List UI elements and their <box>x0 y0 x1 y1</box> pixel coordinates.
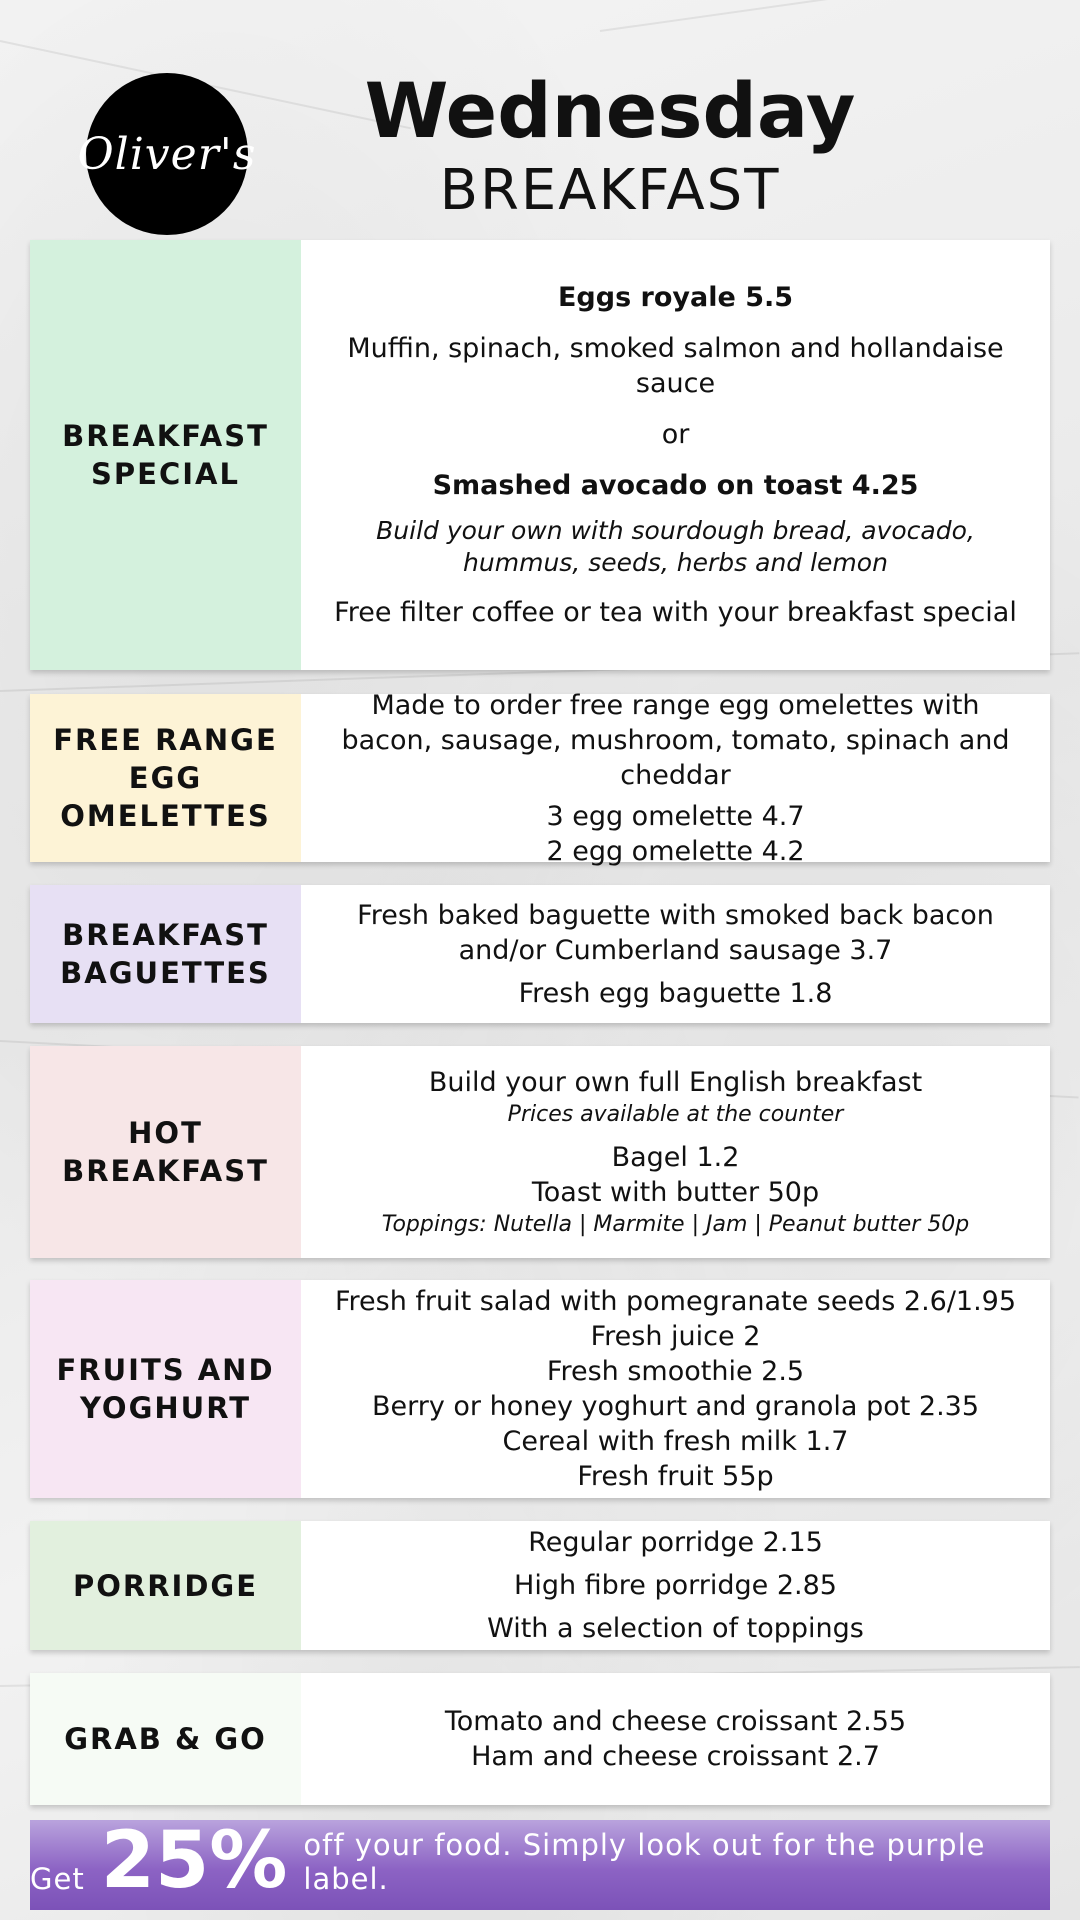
menu-item: Fresh smoothie 2.5 <box>546 1356 805 1387</box>
menu-item: Build your own full English breakfast <box>428 1066 923 1098</box>
menu-item: Ham and cheese croissant 2.7 <box>471 1741 880 1772</box>
menu-or: or <box>661 419 690 450</box>
section-label: FRUITS AND YOGHURT <box>30 1280 301 1498</box>
logo-text: Oliver's <box>77 128 257 180</box>
menu-item: High fibre porridge 2.85 <box>514 1570 837 1601</box>
marble-vein <box>600 0 1076 32</box>
menu-item: Fresh egg baguette 1.8 <box>518 977 833 1009</box>
menu-item: 2 egg omelette 4.2 <box>546 835 805 867</box>
section-fruits-yoghurt <box>30 1280 1050 1498</box>
olivers-logo <box>77 73 257 235</box>
menu-item-desc: Muffin, spinach, smoked salmon and hollandaise sauce <box>347 333 1004 399</box>
menu-item: Fresh fruit 55p <box>577 1461 774 1492</box>
banner-text: off your food. Simply look out for the purple label. <box>303 1828 986 1896</box>
section-label: BREAKFAST SPECIAL <box>30 240 301 670</box>
section-hot-breakfast <box>30 1046 1050 1258</box>
menu-note: Free filter coffee or tea with your breakfast special <box>334 597 1017 628</box>
section-content <box>301 885 1050 1023</box>
menu-note: With a selection of toppings <box>487 1613 864 1644</box>
menu-item: Smashed avocado on toast 4.25 <box>432 470 919 501</box>
menu-item: Fresh fruit salad with pomegranate seeds 2.6/1.95 <box>334 1286 1017 1317</box>
menu-item: Toast with butter 50p <box>531 1176 820 1208</box>
menu-item: Berry or honey yoghurt and granola pot 2.35 <box>371 1391 980 1422</box>
section-label: HOT BREAKFAST <box>30 1046 301 1258</box>
menu-item: Bagel 1.2 <box>611 1141 740 1173</box>
section-omelettes <box>30 689 1050 867</box>
section-grab-go <box>30 1673 1050 1805</box>
section-content <box>301 1521 1050 1650</box>
section-label: PORRIDGE <box>30 1521 301 1650</box>
menu-item: Fresh baked baguette with smoked back bacon and/or Cumberland sausage 3.7 <box>357 899 994 966</box>
banner-prefix: Get <box>30 1862 85 1896</box>
menu-note: Prices available at the counter <box>507 1101 844 1127</box>
menu-item: Tomato and cheese croissant 2.55 <box>444 1706 907 1737</box>
section-breakfast-special <box>30 240 1050 670</box>
discount-banner <box>30 1816 1050 1910</box>
menu-item-desc: Made to order free range egg omelettes with bacon, sausage, mushroom, tomato, spinach and cheddar <box>341 689 1010 791</box>
day-title: Wednesday <box>364 66 856 155</box>
section-content <box>301 1046 1050 1258</box>
section-baguettes <box>30 885 1050 1023</box>
menu-item: 3 egg omelette 4.7 <box>546 800 805 832</box>
section-content <box>301 1673 1050 1805</box>
menu-note: Toppings: Nutella | Marmite | Jam | Peanut butter 50p <box>381 1211 970 1237</box>
menu-item: Eggs royale 5.5 <box>557 282 794 313</box>
menu-item: Regular porridge 2.15 <box>528 1527 823 1558</box>
menu-item: Cereal with fresh milk 1.7 <box>502 1426 849 1457</box>
section-label: GRAB & GO <box>30 1673 301 1805</box>
section-content <box>301 1280 1050 1498</box>
section-content <box>301 240 1050 670</box>
menu-item-desc: Build your own with sourdough bread, avocado, hummus, seeds, herbs and lemon <box>376 516 975 577</box>
menu-item: Fresh juice 2 <box>590 1321 761 1352</box>
section-porridge <box>30 1521 1050 1650</box>
section-content <box>301 689 1050 867</box>
section-label: BREAKFAST BAGUETTES <box>30 885 301 1023</box>
banner-discount: 25% <box>100 1816 288 1906</box>
meal-title: BREAKFAST <box>439 158 781 223</box>
section-label: FREE RANGE EGG OMELETTES <box>30 694 301 862</box>
